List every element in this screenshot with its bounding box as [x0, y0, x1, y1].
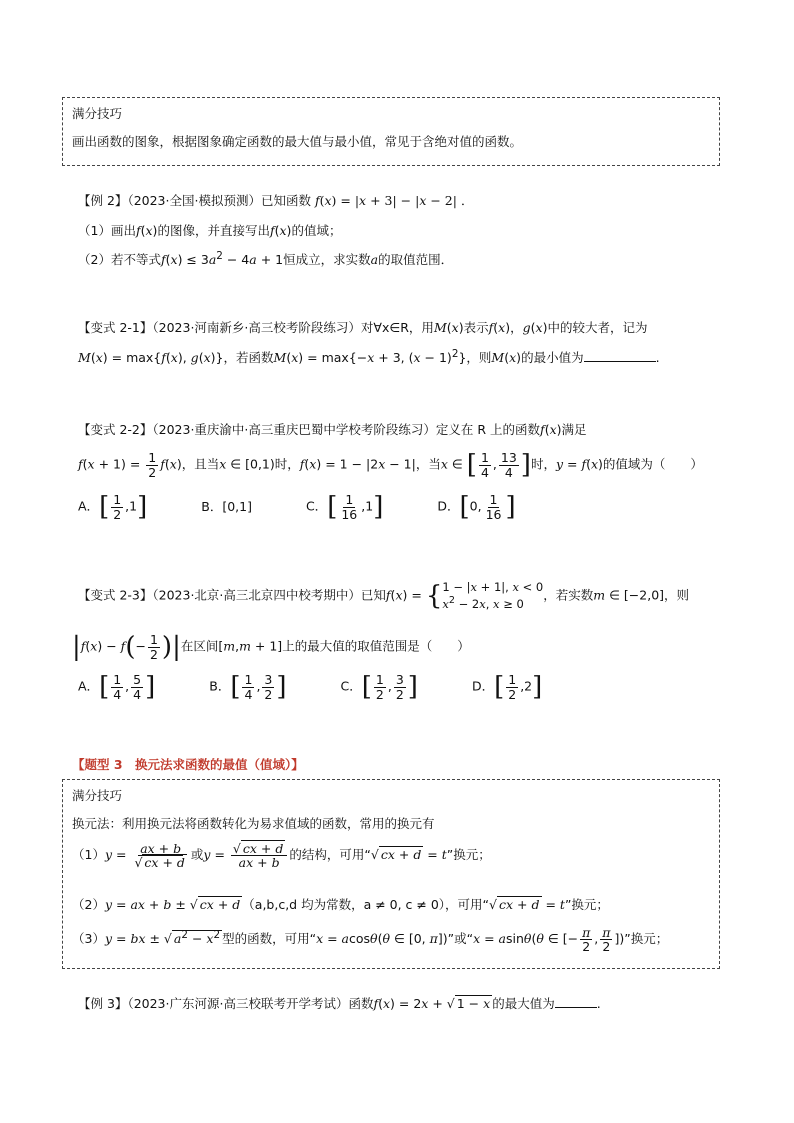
variant-2-3-choices [78, 672, 592, 702]
choice-a[interactable]: A．[ $\frac{1}{4}$ , $\frac{5}{4}$ ] [78, 672, 156, 702]
choice-d[interactable]: D．[0, $\frac{1}{16}$ ] [437, 492, 516, 522]
choice-c[interactable]: C．[ $\frac{1}{16}$ ,1] [305, 492, 384, 522]
example-2-line1: 【例 2】（2023·全国·模拟预测）已知函数 f(x) = |x + 3| − |x − 2| ． [78, 193, 474, 208]
choice-b[interactable]: B．[0,1] [201, 498, 252, 514]
tip-item-1: （1）y = $\frac{ax + b}{√ cx + d}$ 或y = $\frac{√ cx + d}{ax + b}$ 的结构，可用“√ cx + d = t”换元； [72, 841, 491, 871]
variant-2-3-line1: 【变式 2-3】（2023·北京·高三北京四中校考期中）已知f(x) = { 1 − |x + 1|, x < 0 $x^2 - 2x$, x ≥ 0 ，若实数m ∈ [−2,0]，则 [78, 580, 690, 611]
tip-intro: 换元法：利用换元法将函数转化为易求值域的函数，常用的换元有 [72, 816, 435, 831]
variant-2-2-line1: 【变式 2-2】（2023·重庆渝中·高三重庆巴蜀中学校考阶段练习）定义在 R 上的函数f(x)满足 [78, 422, 587, 437]
choice-c[interactable]: C．[ $\frac{1}{2}$ , $\frac{3}{2}$ ] [340, 672, 418, 702]
example-2-q2: （2）若不等式$f(x) \le 3a^2 - 4a + 1$恒成立，求实数a的取值范围． [78, 250, 454, 268]
section-heading: 【题型 3 换元法求函数的最值（值域）】 [72, 757, 304, 772]
choice-b[interactable]: B．[ $\frac{1}{4}$ , $\frac{3}{2}$ ] [209, 672, 287, 702]
choice-d[interactable]: D．[ $\frac{1}{2}$ ,2] [471, 672, 543, 702]
variant-2-3-line2: |f(x) − f(− $\frac{1}{2}$ )|在区间[m,m + 1]上的最大值的取值范围是（ ） [72, 632, 470, 662]
tip-title: 满分技巧 [72, 106, 123, 121]
tip-item-2: （2）y = ax + b ± √ cx + d （a,b,c,d 均为常数，a ≠ 0, c ≠ 0），可用“√ cx + d = t”换元； [72, 897, 609, 912]
example-2-q1: （1）画出f(x)的图像，并直接写出f(x)的值域； [78, 223, 342, 238]
variant-2-2-choices [78, 492, 566, 522]
variant-2-1-line2: M(x) = max{f(x), g(x)}，若函数M(x) = max{−x + 3, $(x - 1)^2$}，则M(x)的最小值为 . [78, 348, 660, 366]
tip-item-3: （3）y = bx ± √ $a^2 - x^2$ 型的函数，可用“x = acosθ(θ ∈ [0, π])”或“x = asinθ(θ ∈ [− $\frac{\pi}{2}$ , $\frac{\pi}{2}$ ])”换元； [72, 925, 669, 955]
variant-2-2-line2: f(x + 1) = $\frac{1}{2}$ f(x)，且当x ∈ [0,1)时，f(x) = 1 − |2x − 1|，当x ∈ [ $\frac{1}{4}$ , $\frac{13}{4}$ ]时，y = f(x)的值域为（ ） [78, 450, 703, 480]
variant-2-1-line1: 【变式 2-1】（2023·河南新乡·高三校考阶段练习）对∀x∈R，用M(x)表示f(x)，g(x)中的较大者，记为 [78, 320, 648, 335]
choice-a[interactable]: A．[ $\frac{1}{2}$ ,1] [78, 492, 148, 522]
tip-title: 满分技巧 [72, 788, 123, 803]
example-3: 【例 3】（2023·广东河源·高三校联考开学考试）函数f(x) = 2x + √ 1 − x 的最大值为 . [78, 996, 601, 1011]
tip-body: 画出函数的图象，根据图象确定函数的最大值与最小值，常见于含绝对值的函数。 [72, 134, 523, 149]
